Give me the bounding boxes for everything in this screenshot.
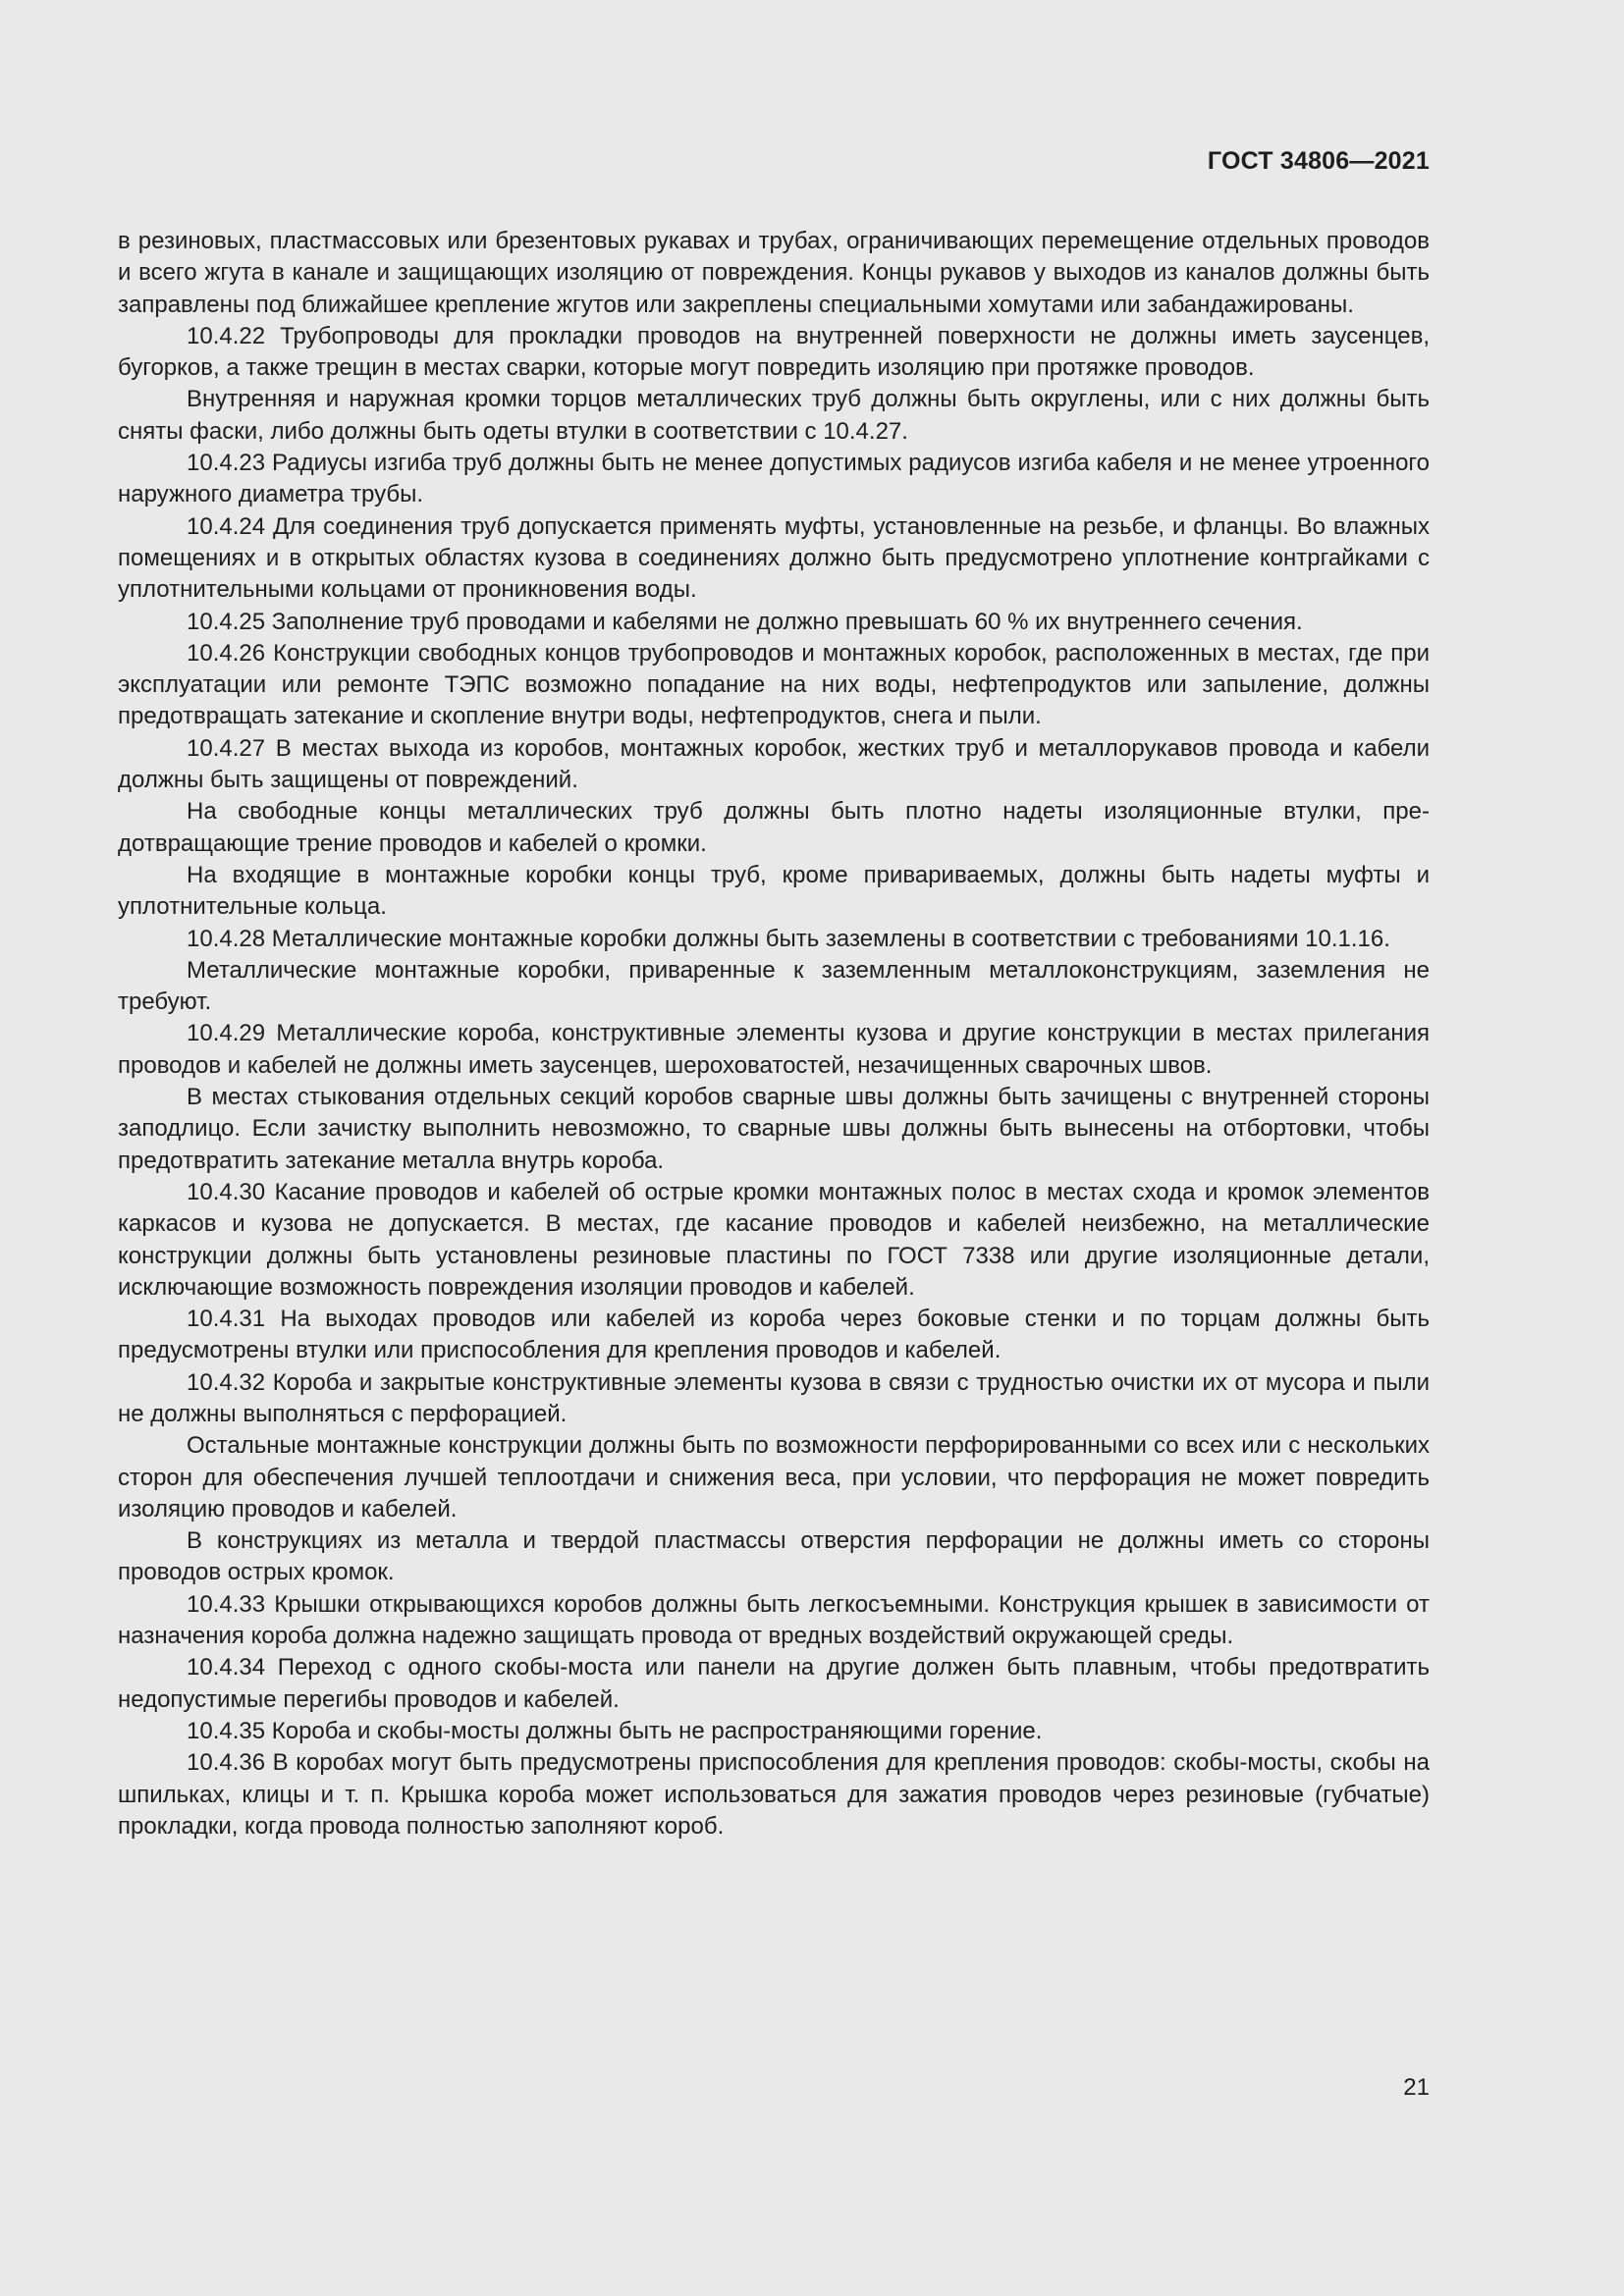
paragraph: 10.4.27 В местах выхода из коробов, монтажных коробок, жестких труб и металлорукавов провода и кабели должны быть защищены от повреждений. — [118, 734, 1430, 794]
paragraph: 10.4.26 Конструкции свободных концов трубопроводов и монтажных коробок, расположенных в местах, где при эксплуатации или ремонте ТЭПС возможно попадание на них воды, нефтепродуктов или запыление, должны предотвращать затекание и скопление внутри воды, нефтепродуктов, снега и пыли. — [118, 639, 1430, 730]
paragraph: 10.4.31 На выходах проводов или кабелей из короба через боковые стенки и по торцам должны быть предусмотрены втулки или приспособления для крепления проводов и кабелей. — [118, 1306, 1430, 1364]
document-body — [118, 226, 1430, 1842]
paragraph: На входящие в монтажные коробки концы труб, кроме привариваемых, должны быть надеты муфты и уплотнительные кольца. — [118, 861, 1430, 921]
paragraph: 10.4.22 Трубопроводы для прокладки проводов на внутренней поверхности не должны иметь заусенцев, бугорков, а также трещин в местах сварки, которые могут повредить изоляцию при протяжке проводов. — [118, 322, 1430, 382]
paragraph: Внутренняя и наружная кромки торцов металлических труб должны быть округлены, или с них должны быть сняты фаски, либо должны быть одеты втулки в соответствии с 10.4.27. — [118, 386, 1430, 445]
paragraph: 10.4.36 В коробах могут быть предусмотрены приспособления для крепления проводов: скобы-мосты, скобы на шпильках, клицы и т. п. Крышка короба может использоваться для зажатия проводов через резиновые (губчатые) прокладки, когда провода полностью заполняют короб. — [118, 1749, 1430, 1840]
paragraph: На свободные концы металлических труб должны быть плотно надеты изоляционные втулки, предотвращающие трение проводов и кабелей о кромки. — [118, 798, 1430, 857]
page-number: 21 — [1403, 2074, 1430, 2101]
paragraph: 10.4.32 Короба и закрытые конструктивные элементы кузова в связи с трудностью очистки их от мусора и пыли не должны выполняться с перфорацией. — [118, 1368, 1430, 1427]
paragraph: 10.4.24 Для соединения труб допускается применять муфты, установленные на резьбе, и фланцы. Во влажных помещениях и в открытых областях кузова в соединениях должно быть предусмотрено уплотнение контргайками с уплотнительными кольцами от проникновения воды. — [118, 512, 1430, 604]
paragraph: 10.4.35 Короба и скобы-мосты должны быть не распространяющими горение. — [187, 1717, 1043, 1744]
paragraph: В конструкциях из металла и твердой пластмассы отверстия перфорации не должны иметь со стороны проводов острых кромок. — [118, 1527, 1430, 1586]
document-standard-id: ГОСТ 34806—2021 — [1207, 147, 1430, 175]
paragraph: 10.4.28 Металлические монтажные коробки должны быть заземлены в соответствии с требованиями 10.1.16. — [187, 925, 1390, 952]
paragraph: 10.4.25 Заполнение труб проводами и кабелями не должно превышать 60 % их внутреннего сечения. — [187, 608, 1303, 635]
paragraph: 10.4.29 Металлические короба, конструктивные элементы кузова и другие конструкции в местах прилегания проводов и кабелей не должны иметь заусенцев, шероховатостей, незачищенных сварочных швов. — [118, 1020, 1430, 1079]
paragraph: в резиновых, пластмассовых или брезентовых рукавах и трубах, ограничивающих перемещение отдельных проводов и всего жгута в канале и защищающих изоляцию от повреждения. Концы рукавов у выходов из каналов должны быть заправлены под ближайшее крепление жгутов или закреплены специальными хомутами или забандажированы. — [118, 228, 1430, 318]
paragraph: Металлические монтажные коробки, приваренные к заземленным металлоконструкциям, заземления не требуют. — [118, 956, 1430, 1016]
paragraph: 10.4.30 Касание проводов и кабелей об острые кромки монтажных полос в местах схода и кромок элементов каркасов и кузова не допускается. В местах, где касание проводов и кабелей неизбежно, на металлические конструкции должны быть установлены резиновые пластины по ГОСТ 7338 или другие изоляционные детали, исключающие возможность повреждения изоляции проводов и кабелей. — [118, 1178, 1430, 1301]
paragraph: В местах стыкования отдельных секций коробов сварные швы должны быть зачищены с внутренней стороны заподлицо. Если зачистку выполнить невозможно, то сварные швы должны быть вынесены на отбортовки, чтобы предотвратить затекание металла внутрь короба. — [118, 1084, 1430, 1174]
paragraph: 10.4.34 Переход с одного скобы-моста или панели на другие должен быть плавным, чтобы предотвратить недопустимые перегибы проводов и кабелей. — [118, 1654, 1430, 1713]
paragraph: Остальные монтажные конструкции должны быть по возможности перфорированными со всех или с нескольких сторон для обеспечения лучшей теплоотдачи и снижения веса, при условии, что перфорация не может повредить изоляцию проводов и кабелей. — [118, 1432, 1430, 1522]
paragraph: 10.4.33 Крышки открывающихся коробов должны быть легкосъемными. Конструкция крышек в зависимости от назначения короба должна надежно защищать провода от вредных воздействий окружающей среды. — [118, 1590, 1430, 1650]
paragraph: 10.4.23 Радиусы изгиба труб должны быть не менее допустимых радиусов изгиба кабеля и не менее утроенного наружного диаметра трубы. — [118, 450, 1430, 508]
